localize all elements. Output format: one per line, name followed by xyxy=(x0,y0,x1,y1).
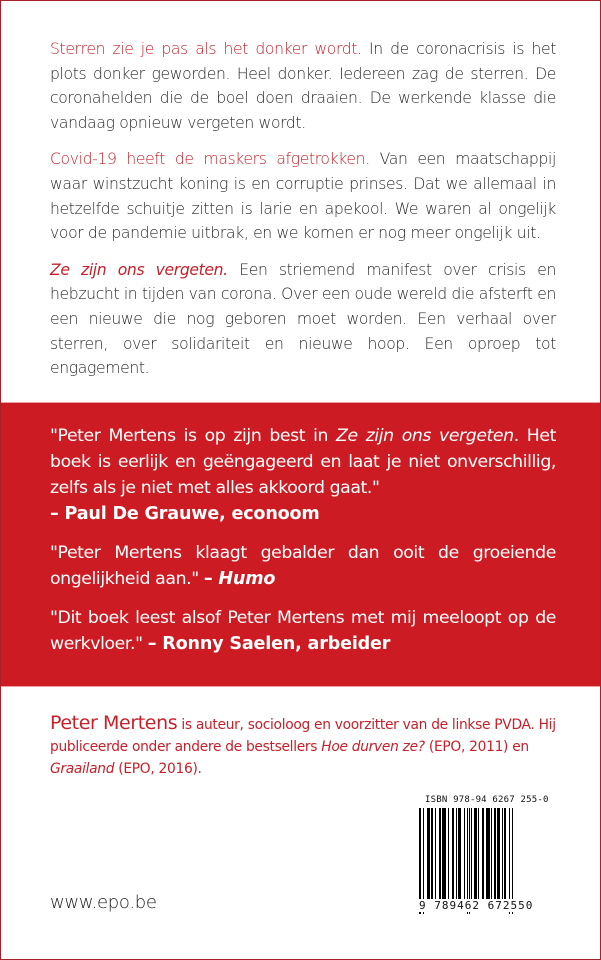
blurb-text-2: Van een maatschappij waar winstzucht koning is en corruptie prinses. Dat we allemaal in hetzelfde schuitje zitten is larie en apekool. We waren al ongelijk voor de pandemie uitbrak, en we komen er nog meer ongelijk uit. xyxy=(50,150,556,243)
quote-2 xyxy=(50,540,556,592)
bio-text-1: is auteur, socioloog en voorzitter van de linkse PVDA. Hij publiceerde onder andere de bestsellers xyxy=(50,717,556,755)
bio-text-2: (EPO, 2011) en xyxy=(424,739,529,755)
quote-3-text: "Dit boek leest alsof Peter Mertens met mij meeloopt op de werkvloer." xyxy=(50,608,556,654)
isbn-label: ISBN 978-94 6267 255-0 xyxy=(425,795,549,805)
blurb-paragraph-1 xyxy=(50,37,556,135)
blurb-text-1: In de coronacrisis is het plots donker geworden. Heel donker. Iedereen zag de sterren. De coronahelden die de boel doen draaien. De werkende klasse die vandaag opnieuw vergeten wordt. xyxy=(50,40,556,132)
blurb-text-3: Een striemend manifest over crisis en hebzucht in tijden van corona. Over een oude wereld die afsterft en een nieuwe die nog geboren moet worden. Een verhaal over sterren, over solidariteit en nieuwe hoop. Een oproep tot engagement. xyxy=(50,260,556,378)
quote-1-attribution: – Paul De Grauwe, econoom xyxy=(50,504,320,524)
quote-3 xyxy=(50,605,556,657)
isbn-barcode xyxy=(419,795,549,914)
blurb-paragraph-3 xyxy=(50,258,556,381)
quote-2-dash: – xyxy=(203,569,219,589)
blurb-section xyxy=(50,37,556,393)
quote-1 xyxy=(50,423,556,527)
blurb-lead-3: Ze zijn ons vergeten. xyxy=(50,260,228,279)
quote-1-book-title: Ze zijn ons vergeten xyxy=(336,426,514,446)
bio-book-1: Hoe durven ze? xyxy=(321,739,425,755)
author-bio xyxy=(50,712,560,780)
review-quotes-band xyxy=(1,402,601,687)
bio-book-2: Graailand xyxy=(50,761,115,777)
quote-1-text-end: . Het boek is eerlijk en geëngageerd en laat je niet onverschillig, zelfs als je niet met alles akkoord gaat." xyxy=(50,426,557,498)
quote-2-text: "Peter Mertens klaagt gebalder dan ooit de groeiende ongelijkheid aan." xyxy=(50,543,556,589)
blurb-lead-1: Sterren zie je pas als het donker wordt. xyxy=(50,40,362,58)
author-name: Peter Mertens xyxy=(50,712,178,734)
quote-3-attribution: – Ronny Saelen, arbeider xyxy=(147,634,391,654)
publisher-url[interactable]: www.epo.be xyxy=(50,892,157,913)
quotes-list xyxy=(50,423,556,670)
bio-text-3: (EPO, 2016). xyxy=(114,761,202,777)
blurb-paragraph-2 xyxy=(50,147,556,245)
ean-digits: 9 789462 672550 xyxy=(419,899,534,912)
blurb-lead-2: Covid-19 heeft de maskers afgetrokken. xyxy=(50,150,370,169)
quote-2-attribution: Humo xyxy=(218,569,276,589)
quote-1-text: "Peter Mertens is op zijn best in xyxy=(50,426,337,446)
